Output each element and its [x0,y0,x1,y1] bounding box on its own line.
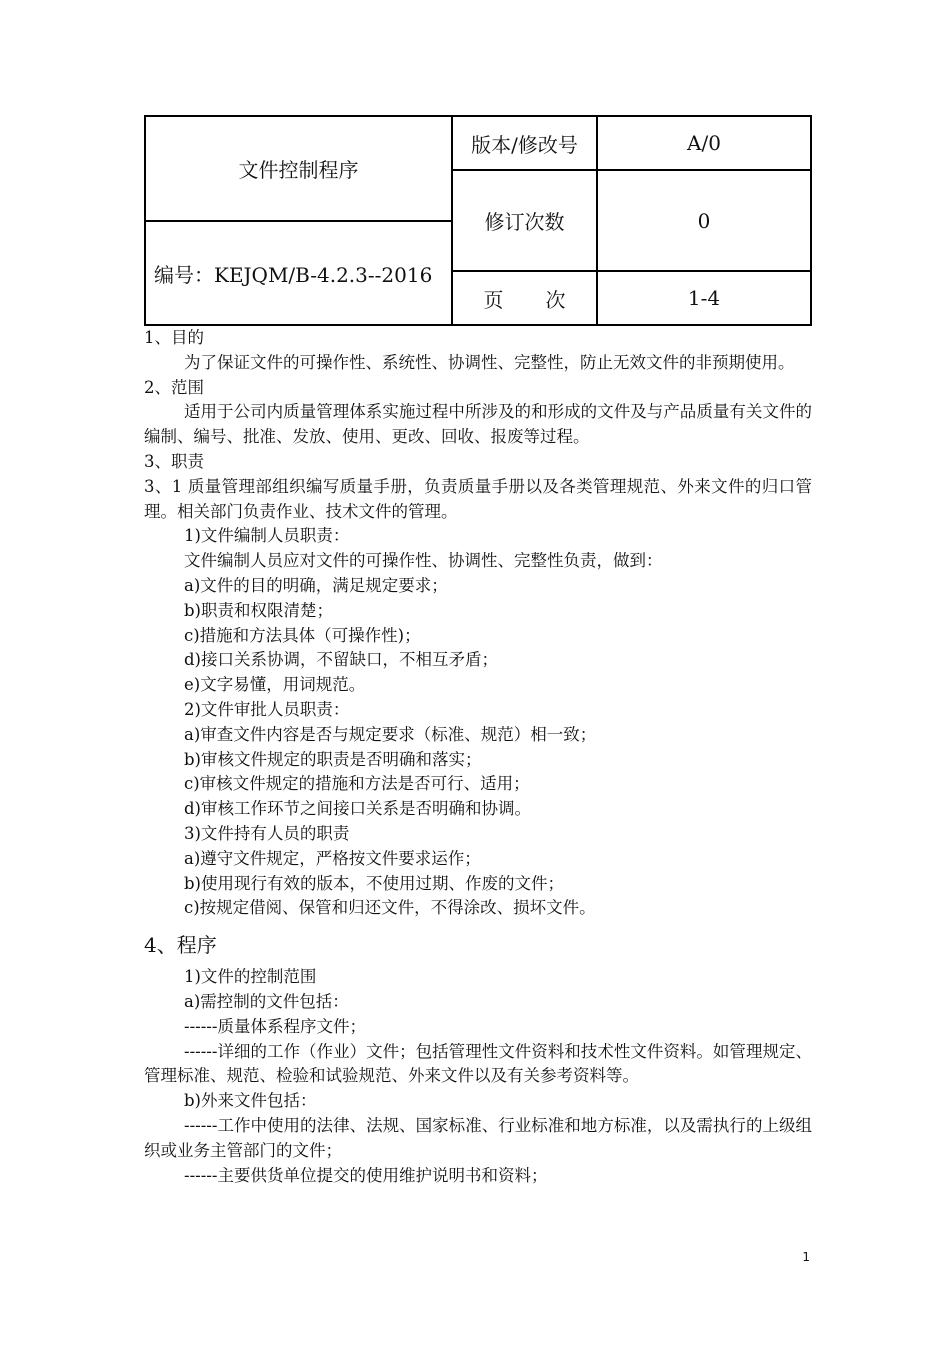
list-item: a)文件的目的明确，满足规定要求； [184,575,448,595]
page-label-part-2: 次 [545,287,566,312]
list-item: a)遵守文件规定，严格按文件要求运作； [184,848,481,868]
section-4-part-1: 1)文件的控制范围 [184,967,317,987]
document-body [144,326,812,1188]
list-item: b)外来文件包括： [184,1091,317,1111]
list-item: b)职责和权限清楚； [184,600,333,620]
list-item: ------详细的工作（作业）文件；包括管理性文件资料和技术性文件资料。如管理规定、管理标准、规范、检验和试验规范、外来文件以及有关参考资料等。 [144,1041,812,1086]
section-3-1-text: 3、1 质量管理部组织编写质量手册，负责质量手册以及各类管理规范、外来文件的归口管理。相关部门负责作业、技术文件的管理。 [144,476,812,521]
list-item: c)措施和方法具体（可操作性)； [184,625,421,645]
page-number: 1 [802,1250,810,1264]
document-header-table [144,115,812,326]
section-3-heading: 3、职责 [144,451,204,471]
list-item: d)审核工作环节之间接口关系是否明确和协调。 [184,799,531,819]
page-label-part-1: 页 [483,287,504,312]
document-title: 文件控制程序 [145,116,452,221]
list-item: ------主要供货单位提交的使用维护说明书和资料； [184,1165,548,1185]
list-item: ------工作中使用的法律、法规、国家标准、行业标准和地方标准，以及需执行的上级组织或业务主管部门的文件； [144,1115,812,1160]
section-1-text: 为了保证文件的可操作性、系统性、协调性、完整性，防止无效文件的非预期使用。 [184,352,795,372]
list-item: e)文字易懂，用词规范。 [184,675,366,695]
list-item: a)需控制的文件包括： [184,991,349,1011]
section-3-part-2: 2)文件审批人员职责： [184,699,350,719]
section-3-part-1: 1)文件编制人员职责： [184,526,350,546]
section-2-text: 适用于公司内质量管理体系实施过程中所涉及的和形成的文件及与产品质量有关文件的编制、编号、批准、发放、使用、更改、回收、报废等过程。 [144,402,812,447]
revision-value: 0 [597,170,811,271]
section-2-heading: 2、范围 [144,377,204,397]
list-item: ------质量体系程序文件； [184,1016,366,1036]
list-item: a)审查文件内容是否与规定要求（标准、规范）相一致； [184,724,597,744]
revision-label: 修订次数 [452,170,597,271]
list-item: c)按规定借阅、保管和归还文件，不得涂改、损坏文件。 [184,898,596,918]
section-4-heading: 4、程序 [144,933,217,958]
section-1-heading: 1、目的 [144,328,204,347]
version-value: A/0 [597,116,811,170]
version-label: 版本/修改号 [452,116,597,170]
list-item: b)审核文件规定的职责是否明确和落实； [184,749,482,769]
list-item: c)审核文件规定的措施和方法是否可行、适用； [184,774,530,794]
list-item: d)接口关系协调，不留缺口，不相互矛盾； [184,650,498,670]
page-label [452,271,597,325]
page-value: 1-4 [597,271,811,325]
list-item: b)使用现行有效的版本，不使用过期、作废的文件； [184,873,564,893]
document-code: 编号：KEJQM/B-4.2.3--2016 [145,221,452,325]
section-3-part-1-intro: 文件编制人员应对文件的可操作性、协调性、完整性负责，做到： [184,551,663,571]
section-3-part-3: 3)文件持有人员的职责 [184,823,350,843]
